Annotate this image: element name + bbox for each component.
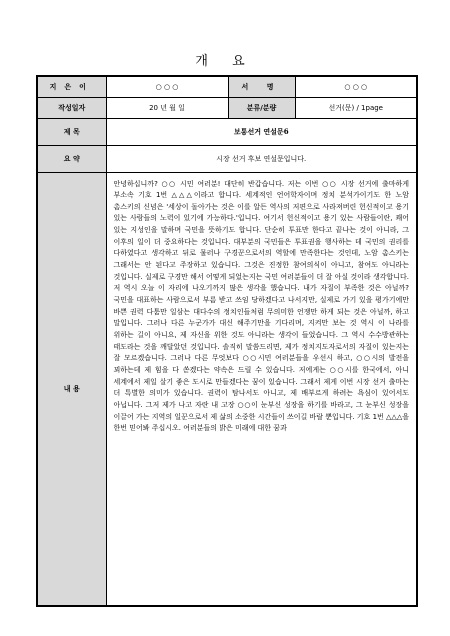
page-title: 개 요 — [195, 54, 255, 69]
summary-row — [37, 145, 417, 172]
author-label: 지은이 — [37, 76, 106, 97]
summary-label: 요 약 — [37, 145, 106, 172]
summary-form-table — [36, 75, 418, 607]
content-field[interactable] — [106, 172, 417, 606]
content-row — [37, 172, 417, 606]
signature-label: 서 명 — [228, 76, 295, 97]
category-label: 분류/분량 — [228, 97, 295, 118]
content-label: 내 용 — [37, 172, 106, 606]
content-text: 안녕하십니까? ○○ 시민 여러분! 대단히 반갑습니다. 저는 이번 ○○ 시장 선거에 출마하게 부소속 기호 1번 △△△이라고 합니다. 세계적인 언어학자이며 정치 분석가이기도 한 노암 촘스키의 신념은 '세상이 돌아가는 것은 이를 알든 역사의 저편으로 사라져버린 헌신적이고 용기 있는 사람들의 노력이 있기에 가능하다.'입니다. 여기서 헌신적이고 용기 있는 사람들이란, 꽤어 있는 지성인을 말하며 국민을 뜻하기도 합니다. 단순히 투표만 한다고 끝나는 것이 아니라, 그 이후의 일이 더 중요하다는 것입니다. 대부분의 국민들은 투표권을 행사하는 데 국민의 권리를 다하였다고 생각하고 뒤로 물러나 구경꾼으로서의 역할에 만족한다는 것인데, 노암 촘스키는 그래서는 안 된다고 주장하고 있습니다. 그것은 진정한 참여의식이 아니고, 참여도 아니라는 것입니다. 실제로 구경만 해서 어떻게 되었는지는 국민 여러분들이 더 잘 아실 것이라 생각합니다. 저 역시 오늘 이 자리에 나오기까지 많은 생각을 했습니다. 내가 자질이 부족한 것은 아닐까? 국민을 대표하는 사람으로서 부름 받고 쓰임 당하겠다고 나서지만, 실제로 가기 있을 평가기에만 바쁜 권력 다툼만 일삼는 대다수의 정치인들처럼 무의미한 언쟁만 하게 되는 것은 아닐까, 하고 말입니다. 그러나 다른 누군가가 대신 해주기만을 기다리며, 지켜만 보는 것 역시 이 나라를 위하는 길이 아니요, 제 자신을 위한 것도 아니라는 생각이 들었습니다. 그 역시 수수방관하는 태도라는 것을 깨달았던 것입니다. 솔직히 말씀드리면, 제가 정치지도자로서의 자질이 있는지는 잘 모르겠습니다. 그러나 다른 무엇보다 ○○시민 여러분들을 우선시 하고, ○○시의 발전을 꾀하는데 제 힘을 다 쏟겠다는 약속은 드릴 수 있습니다. 저에게는 ○○시를 한국에서, 아니 세계에서 제일 살기 좋은 도시로 만들겠다는 꿈이 있습니다. 그래서 제게 이번 시장 선거 출마는 더 특별한 의미가 있습니다. 권력이 탐나서도 아니고, 제 배부르게 하려는 욕심이 있어서도 아닙니다. 그저 제가 나고 자란 내 고장 ○○이 눈부신 성장을 하기를 바라고, 그 눈부신 성장을 이끌어 가는 지역의 일꾼으로서 제 삶의 소중한 시간들이 쓰이길 바랄 뿐입니다. 기호 1번 △△△을 한번 믿어봐 주십시오. 여러분들의 밝은 미래에 대한 꿈과 — [113, 179, 409, 433]
subject-field[interactable]: 보통선거 연설문6 — [106, 118, 417, 145]
subject-row — [37, 118, 417, 145]
author-field[interactable]: ○ ○ ○ — [106, 76, 228, 97]
subject-label: 제 목 — [37, 118, 106, 145]
date-field[interactable]: 20 년 월 일 — [106, 97, 228, 118]
date-row — [37, 97, 417, 118]
signature-field[interactable]: ○ ○ ○ — [295, 76, 417, 97]
summary-field[interactable]: 시장 선거 후보 연설문입니다. — [106, 145, 417, 172]
category-field[interactable]: 선거(문) / 1page — [295, 97, 417, 118]
date-label: 작성일자 — [37, 97, 106, 118]
author-row — [37, 76, 417, 97]
